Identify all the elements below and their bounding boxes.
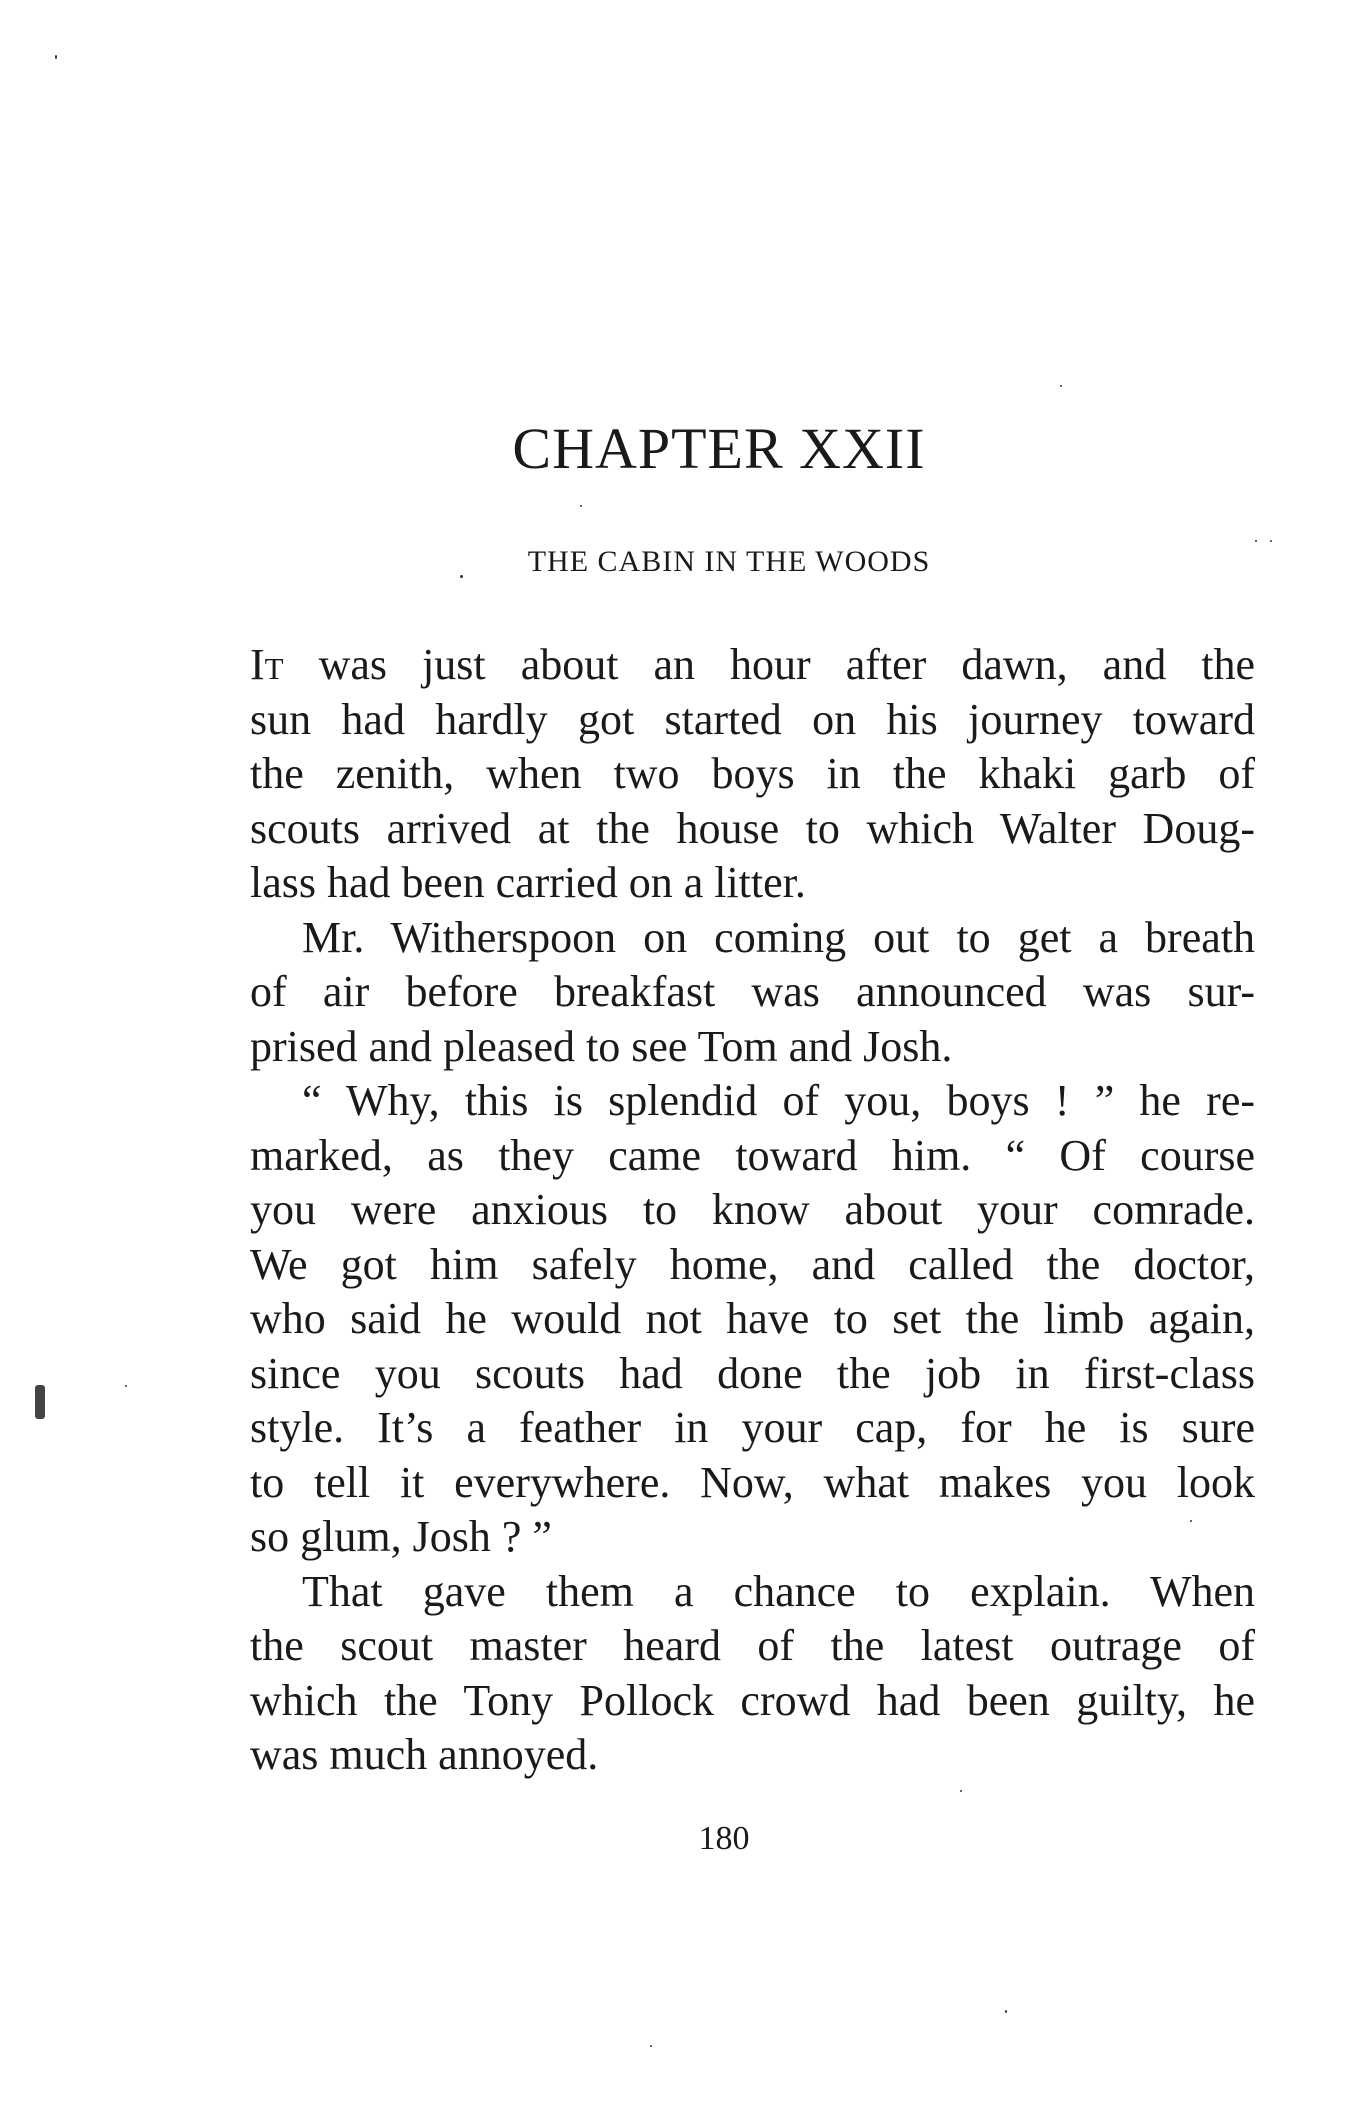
scan-speck — [1190, 1520, 1192, 1522]
text-line: so glum, Josh ? ” — [250, 1512, 552, 1561]
text-line: “ Why, this is splendid of you, boys ! ” he re- — [302, 1076, 1255, 1125]
scan-speck — [460, 575, 463, 578]
body-text — [250, 638, 1255, 1783]
page-number: 180 — [698, 1820, 750, 1857]
line-rest: was just about an hour after dawn, and the — [283, 640, 1255, 689]
scan-speck — [35, 1385, 45, 1419]
chapter-heading: CHAPTER XXII — [512, 416, 926, 481]
scan-speck — [1060, 385, 1062, 387]
text-line: was much annoyed. — [250, 1730, 599, 1779]
text-line — [250, 638, 1255, 693]
text-line: Mr. Witherspoon on coming out to get a breath — [302, 912, 1255, 962]
scan-speck — [125, 1385, 127, 1387]
chapter-subtitle: THE CABIN IN THE WOODS — [527, 545, 931, 578]
text-line: style. It’s a feather in your cap, for he is sure — [250, 1403, 1255, 1452]
text-line: That gave them a chance to explain. When — [302, 1566, 1255, 1616]
text-line: who said he would not have to set the limb again, — [250, 1294, 1255, 1343]
drop-lead: It — [250, 640, 284, 689]
text-line: scouts arrived at the house to which Walter Doug- — [250, 803, 1255, 853]
text-line: sun had hardly got started on his journey toward — [250, 694, 1255, 744]
scan-speck — [1255, 540, 1257, 542]
text-line: the zenith, when two boys in the khaki garb of — [250, 749, 1255, 798]
text-line: marked, as they came toward him. “ Of course — [250, 1130, 1255, 1180]
scan-speck — [1270, 540, 1272, 542]
text-line: of air before breakfast was announced was sur- — [250, 967, 1255, 1016]
text-line: which the Tony Pollock crowd had been guilty, he — [250, 1675, 1255, 1725]
text-line: the scout master heard of the latest outrage of — [250, 1621, 1255, 1670]
text-line: prised and pleased to see Tom and Josh. — [250, 1021, 953, 1071]
text-line: to tell it everywhere. Now, what makes you look — [250, 1457, 1255, 1507]
scan-speck — [1005, 2010, 1007, 2013]
scan-speck — [650, 2045, 652, 2047]
text-line: since you scouts had done the job in first-class — [250, 1348, 1255, 1398]
text-line: lass had been carried on a litter. — [250, 858, 806, 907]
scan-speck — [580, 505, 582, 507]
text-line: We got him safely home, and called the doctor, — [250, 1239, 1255, 1289]
text-line: you were anxious to know about your comrade. — [250, 1185, 1255, 1234]
scan-speck — [960, 1790, 962, 1792]
scan-speck — [55, 55, 57, 59]
